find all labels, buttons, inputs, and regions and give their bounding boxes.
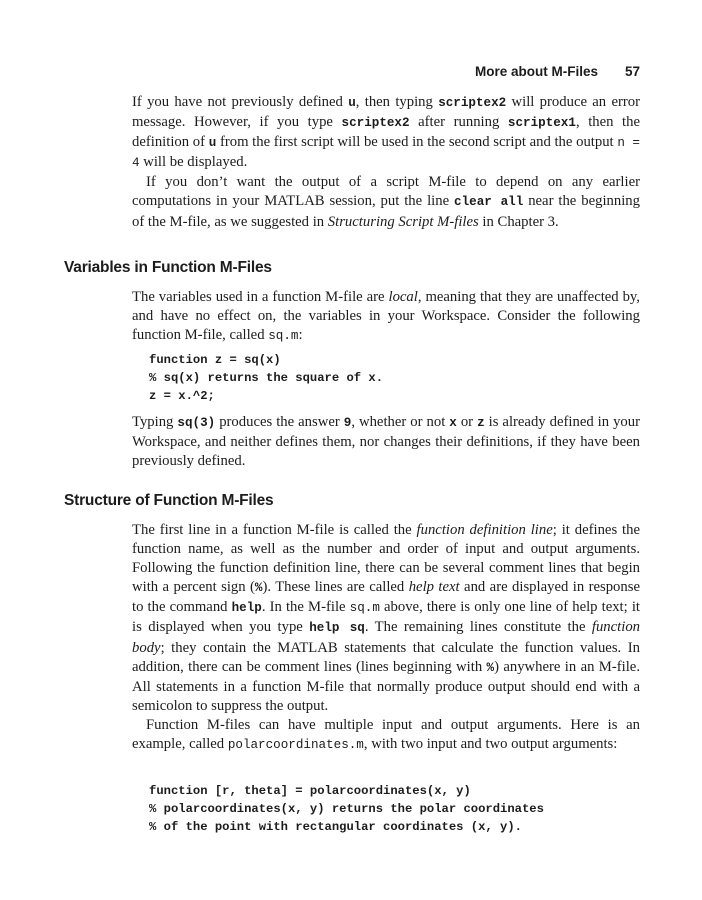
paragraph-1: If you have not previously defined u, then typing scriptex2 will produce an error message. However, if you type scriptex2 after running scriptex1, then the definition of u from the first script will be used in the second script and the output n = 4 will be displayed. xyxy=(132,94,640,171)
code-line: % polarcoordinates(x, y) returns the polar coordinates xyxy=(149,802,544,816)
code-line: function z = sq(x) xyxy=(149,353,281,367)
structure-paragraph-2: Function M-files can have multiple input and output arguments. Here is an example, called polarcoordinates.m, with two input and two output arguments: xyxy=(132,716,640,753)
variables-paragraph-2: Typing sq(3) produces the answer 9, whether or not x or z is already defined in your Workspace, and neither defines them, nor changes their definitions, if they have been previously defined. xyxy=(132,414,641,470)
section-heading-structure: Structure of Function M-Files xyxy=(64,492,274,509)
intro-block xyxy=(132,93,640,232)
structure-block xyxy=(132,521,640,755)
running-header-title: More about M-Files xyxy=(474,64,598,79)
running-header xyxy=(0,62,702,82)
code-line: function [r, theta] = polarcoordinates(x, y) xyxy=(149,784,471,798)
variables-paragraph-1: The variables used in a function M-file are local, meaning that they are unaffected by, and have no effect on, the variables in your Workspace. Consider the following function M-file, called sq.m: xyxy=(132,289,640,344)
structure-paragraph-1: The first line in a function M-file is called the function definition line; it defines the function name, as well as the number and order of input and output arguments. Following the function definition line, there can be several comment lines that begin with a percent sign (%). These lines are called help text and are displayed in response to the command help. In the M-file sq.m above, there is only one line of help text; it is displayed when you type help sq. The remaining lines constitute the function body; they contain the MATLAB statements that calculate the function values. In addition, there can be comment lines (lines beginning with %) anywhere in an M-file. All statements in a function M-file that normally produce output should end with a semicolon to suppress the output. xyxy=(132,522,641,714)
section-heading-variables: Variables in Function M-Files xyxy=(64,259,272,276)
code-line: % of the point with rectangular coordinates (x, y). xyxy=(149,820,522,834)
code-line: z = x.^2; xyxy=(149,389,215,403)
code-block-polarcoordinates xyxy=(149,782,544,836)
page-number: 57 xyxy=(624,64,640,79)
code-block-sq xyxy=(149,351,383,405)
paragraph-2: If you don’t want the output of a script M-file to depend on any earlier computations in your MATLAB session, put the line clear all near the beginning of the M-file, as we suggested in Structuring Script M-files in Chapter 3. xyxy=(132,174,640,230)
code-line: % sq(x) returns the square of x. xyxy=(149,371,384,385)
